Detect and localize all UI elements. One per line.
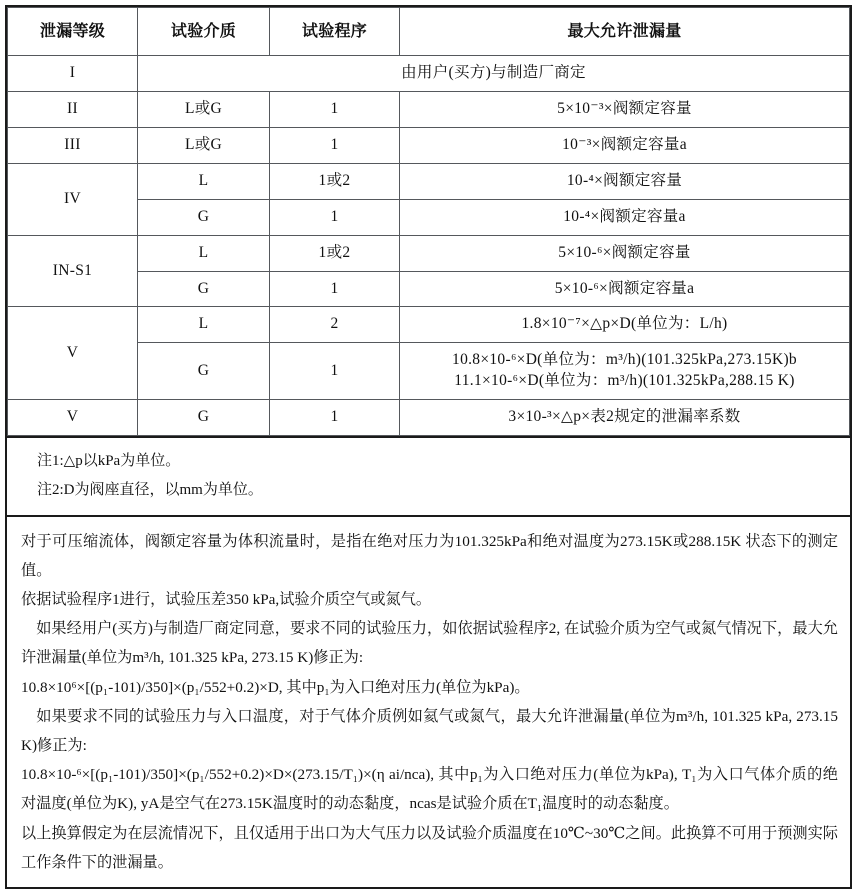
body-paragraph-6: 10.8×10-⁶×[(p₁-101)/350]×(p₁/552+0.2)×D×(273.15/T₁)×(η ai/nca), 其中p₁为入口绝对压力(单位为kPa), T₁为入口气体介质的绝对温度(单位为K), yA是空气在273.15K温度时的动态黏度，ncas是试验介质在T₁温度时的动态黏度。 <box>21 766 838 813</box>
leakage-class-table <box>7 7 850 436</box>
table-row <box>8 163 850 199</box>
cell-procedure-V-G: 1 <box>270 343 400 400</box>
table-notes <box>7 436 850 515</box>
table-row <box>8 400 850 436</box>
table-row <box>8 56 850 92</box>
cell-medium-V-G: G <box>138 343 270 400</box>
cell-medium-II: L或G <box>138 91 270 127</box>
cell-allowance-IV-L: 10-⁴×阀额定容量 <box>400 163 850 199</box>
body-paragraph-3: 如果经用户(买方)与制造厂商定同意，要求不同的试验压力，如依据试验程序2, 在试验介质为空气或氮气情况下，最大允许泄漏量(单位为m³/h, 101.325 kPa, 273.15 K)修正为: <box>21 620 838 667</box>
cell-procedure-INS1-G: 1 <box>270 271 400 307</box>
body-paragraph-2: 依据试验程序1进行，试验压差350 kPa,试验介质空气或氮气。 <box>21 591 432 609</box>
cell-grade-IV: IV <box>8 163 138 235</box>
cell-allowance-I: 由用户(买方)与制造厂商定 <box>138 56 850 92</box>
cell-medium-IV-G: G <box>138 199 270 235</box>
cell-procedure-III: 1 <box>270 127 400 163</box>
note-item-1: 注1:△p以kPa为单位。 <box>37 453 181 470</box>
column-header-max-allowable-leakage: 最大允许泄漏量 <box>400 8 850 56</box>
cell-medium-INS1-L: L <box>138 235 270 271</box>
cell-medium-IV-L: L <box>138 163 270 199</box>
cell-grade-III: III <box>8 127 138 163</box>
cell-allowance-V-L: 1.8×10⁻⁷×△p×D(单位为：L/h) <box>400 307 850 343</box>
cell-procedure-IV-L: 1或2 <box>270 163 400 199</box>
cell-allowance-V-G-line1: 10.8×10-⁶×D(单位为：m³/h)(101.325kPa,273.15K)b <box>452 351 797 369</box>
cell-grade-I: I <box>8 56 138 92</box>
cell-grade-V: V <box>8 307 138 400</box>
column-header-test-procedure: 试验程序 <box>270 8 400 56</box>
cell-allowance-INS1-L: 5×10-⁶×阀额定容量 <box>400 235 850 271</box>
body-paragraph-5: 如果要求不同的试验压力与入口温度，对于气体介质例如氦气或氮气，最大允许泄漏量(单位为m³/h, 101.325 kPa, 273.15 K)修正为: <box>21 707 838 754</box>
cell-procedure-V2: 1 <box>270 400 400 436</box>
column-header-leakage-class: 泄漏等级 <box>8 8 138 56</box>
cell-allowance-V2: 3×10-³×△p×表2规定的泄漏率系数 <box>400 400 850 436</box>
cell-allowance-V-G <box>400 343 850 400</box>
cell-allowance-V-G-line2: 11.1×10-⁶×D(单位为：m³/h)(101.325kPa,288.15 K) <box>454 372 795 390</box>
note-item-2: 注2:D为阀座直径，以mm为单位。 <box>37 482 263 499</box>
cell-medium-V-L: L <box>138 307 270 343</box>
body-paragraph-4: 10.8×10⁶×[(p₁-101)/350]×(p₁/552+0.2)×D, 其中p₁为入口绝对压力(单位为kPa)。 <box>21 678 530 696</box>
cell-procedure-INS1-L: 1或2 <box>270 235 400 271</box>
cell-medium-III: L或G <box>138 127 270 163</box>
cell-procedure-II: 1 <box>270 91 400 127</box>
table-row <box>8 127 850 163</box>
cell-allowance-III: 10⁻³×阀额定容量a <box>400 127 850 163</box>
body-paragraph-1: 对于可压缩流体，阀额定容量为体积流量时，是指在绝对压力为101.325kPa和绝对温度为273.15K或288.15K 状态下的测定值。 <box>21 532 838 579</box>
cell-procedure-V-L: 2 <box>270 307 400 343</box>
column-header-test-medium: 试验介质 <box>138 8 270 56</box>
table-row <box>8 91 850 127</box>
cell-procedure-IV-G: 1 <box>270 199 400 235</box>
standard-table-frame <box>5 5 852 889</box>
cell-allowance-INS1-G: 5×10-⁶×阀额定容量a <box>400 271 850 307</box>
cell-grade-II: II <box>8 91 138 127</box>
cell-medium-V2: G <box>138 400 270 436</box>
cell-grade-IN-S1: IN-S1 <box>8 235 138 307</box>
explanatory-body-text <box>7 515 850 887</box>
table-row <box>8 235 850 271</box>
cell-grade-V2: V <box>8 400 138 436</box>
cell-medium-INS1-G: G <box>138 271 270 307</box>
table-header-row <box>8 8 850 56</box>
cell-allowance-IV-G: 10-⁴×阀额定容量a <box>400 199 850 235</box>
body-paragraph-7: 以上换算假定为在层流情况下，且仅适用于出口为大气压力以及试验介质温度在10℃~30℃之间。此换算不可用于预测实际工作条件下的泄漏量。 <box>21 824 838 871</box>
cell-allowance-II: 5×10⁻³×阀额定容量 <box>400 91 850 127</box>
table-row <box>8 307 850 343</box>
